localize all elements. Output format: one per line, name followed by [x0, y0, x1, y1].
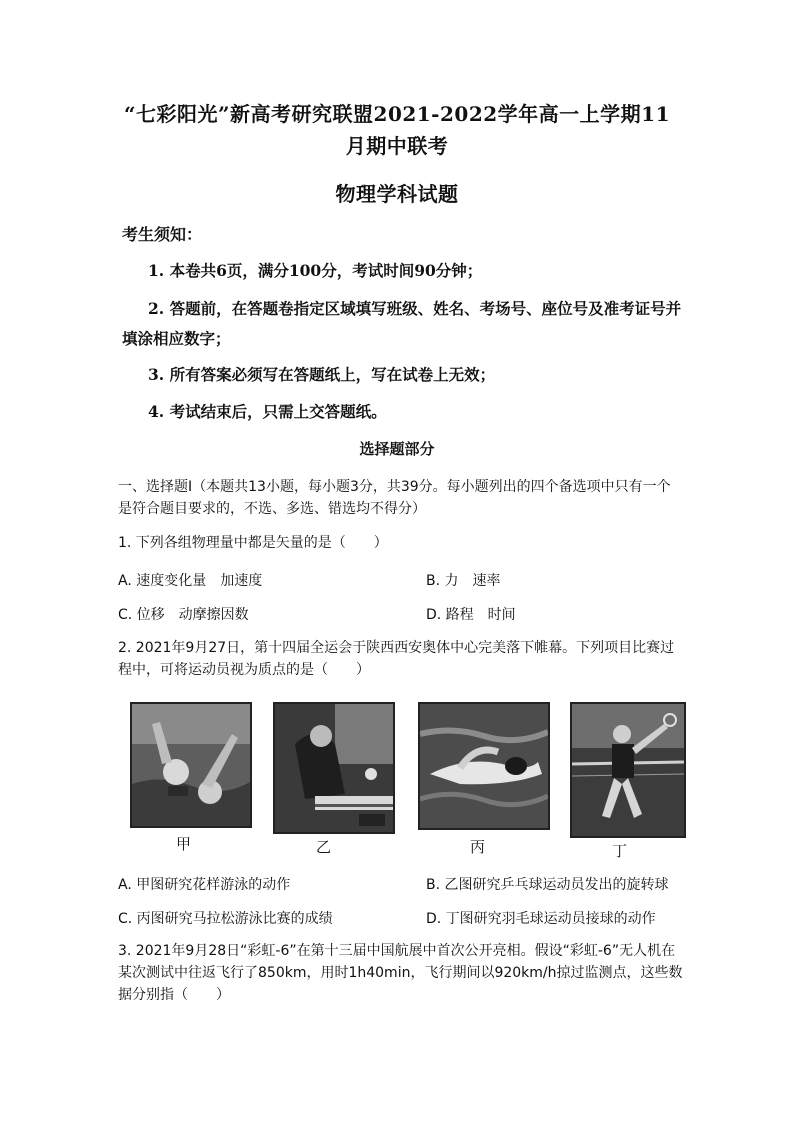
notice-item-1: 1. 本卷共6页，满分100分，考试时间90分钟； — [148, 261, 483, 280]
question-2-option-d: D. 丁图研究羽毛球运动员接球的动作 — [426, 911, 656, 927]
notice-item-3: 3. 所有答案必须写在答题纸上，写在试卷上无效； — [148, 365, 496, 384]
photo-marathon-swimming — [418, 702, 550, 830]
question-1-option-d: D. 路程 时间 — [426, 607, 516, 623]
question-1-stem: 1. 下列各组物理量中都是矢量的是（ ） — [118, 535, 388, 551]
question-2-option-a: A. 甲图研究花样游泳的动作 — [118, 877, 291, 893]
photo-synchronized-swimming — [130, 702, 252, 828]
notice-item-2: 2. 答题前，在答题卷指定区域填写班级、姓名、考场号、座位号及准考证号并填涂相应数字； — [122, 299, 682, 348]
subject-title: 物理学科试题 — [335, 182, 459, 206]
exam-title-line1: “七彩阳光”新高考研究联盟2021-2022学年高一上学期11 — [124, 102, 670, 126]
notice-heading: 考生须知： — [122, 225, 203, 244]
question-1-option-c: C. 位移 动摩擦因数 — [118, 607, 249, 623]
exam-title-line2: 月期中联考 — [345, 134, 449, 158]
caption-yi: 乙 — [316, 838, 332, 856]
photo-table-tennis — [273, 702, 395, 834]
section-title: 选择题部分 — [359, 440, 435, 458]
question-1-option-b: B. 力 速率 — [426, 573, 501, 589]
caption-bing: 丙 — [470, 838, 486, 856]
part1-intro: 一、选择题Ⅰ（本题共13小题，每小题3分，共39分。每小题列出的四个备选项中只有一个是符合题目要求的，不选、多选、错选均不得分） — [118, 479, 671, 517]
caption-ding: 丁 — [612, 842, 628, 860]
question-2-stem: 2. 2021年9月27日，第十四届全运会于陕西西安奥体中心完美落下帷幕。下列项目比赛过程中，可将运动员视为质点的是（ ） — [118, 640, 675, 678]
photo-badminton — [570, 702, 686, 838]
question-1-option-a: A. 速度变化量 加速度 — [118, 573, 263, 589]
question-3-stem: 3. 2021年9月28日“彩虹-6”在第十三届中国航展中首次公开亮相。假设“彩虹-6”无人机在某次测试中往返飞行了850km，用时1h40min，飞行期间以920km/h掠过监测点，这些数据分别指（ ） — [118, 943, 683, 1003]
question-2-option-c: C. 丙图研究马拉松游泳比赛的成绩 — [118, 911, 333, 927]
notice-item-4: 4. 考试结束后，只需上交答题纸。 — [148, 402, 387, 421]
question-2-option-b: B. 乙图研究乒乓球运动员发出的旋转球 — [426, 877, 669, 893]
caption-jia: 甲 — [176, 835, 192, 853]
